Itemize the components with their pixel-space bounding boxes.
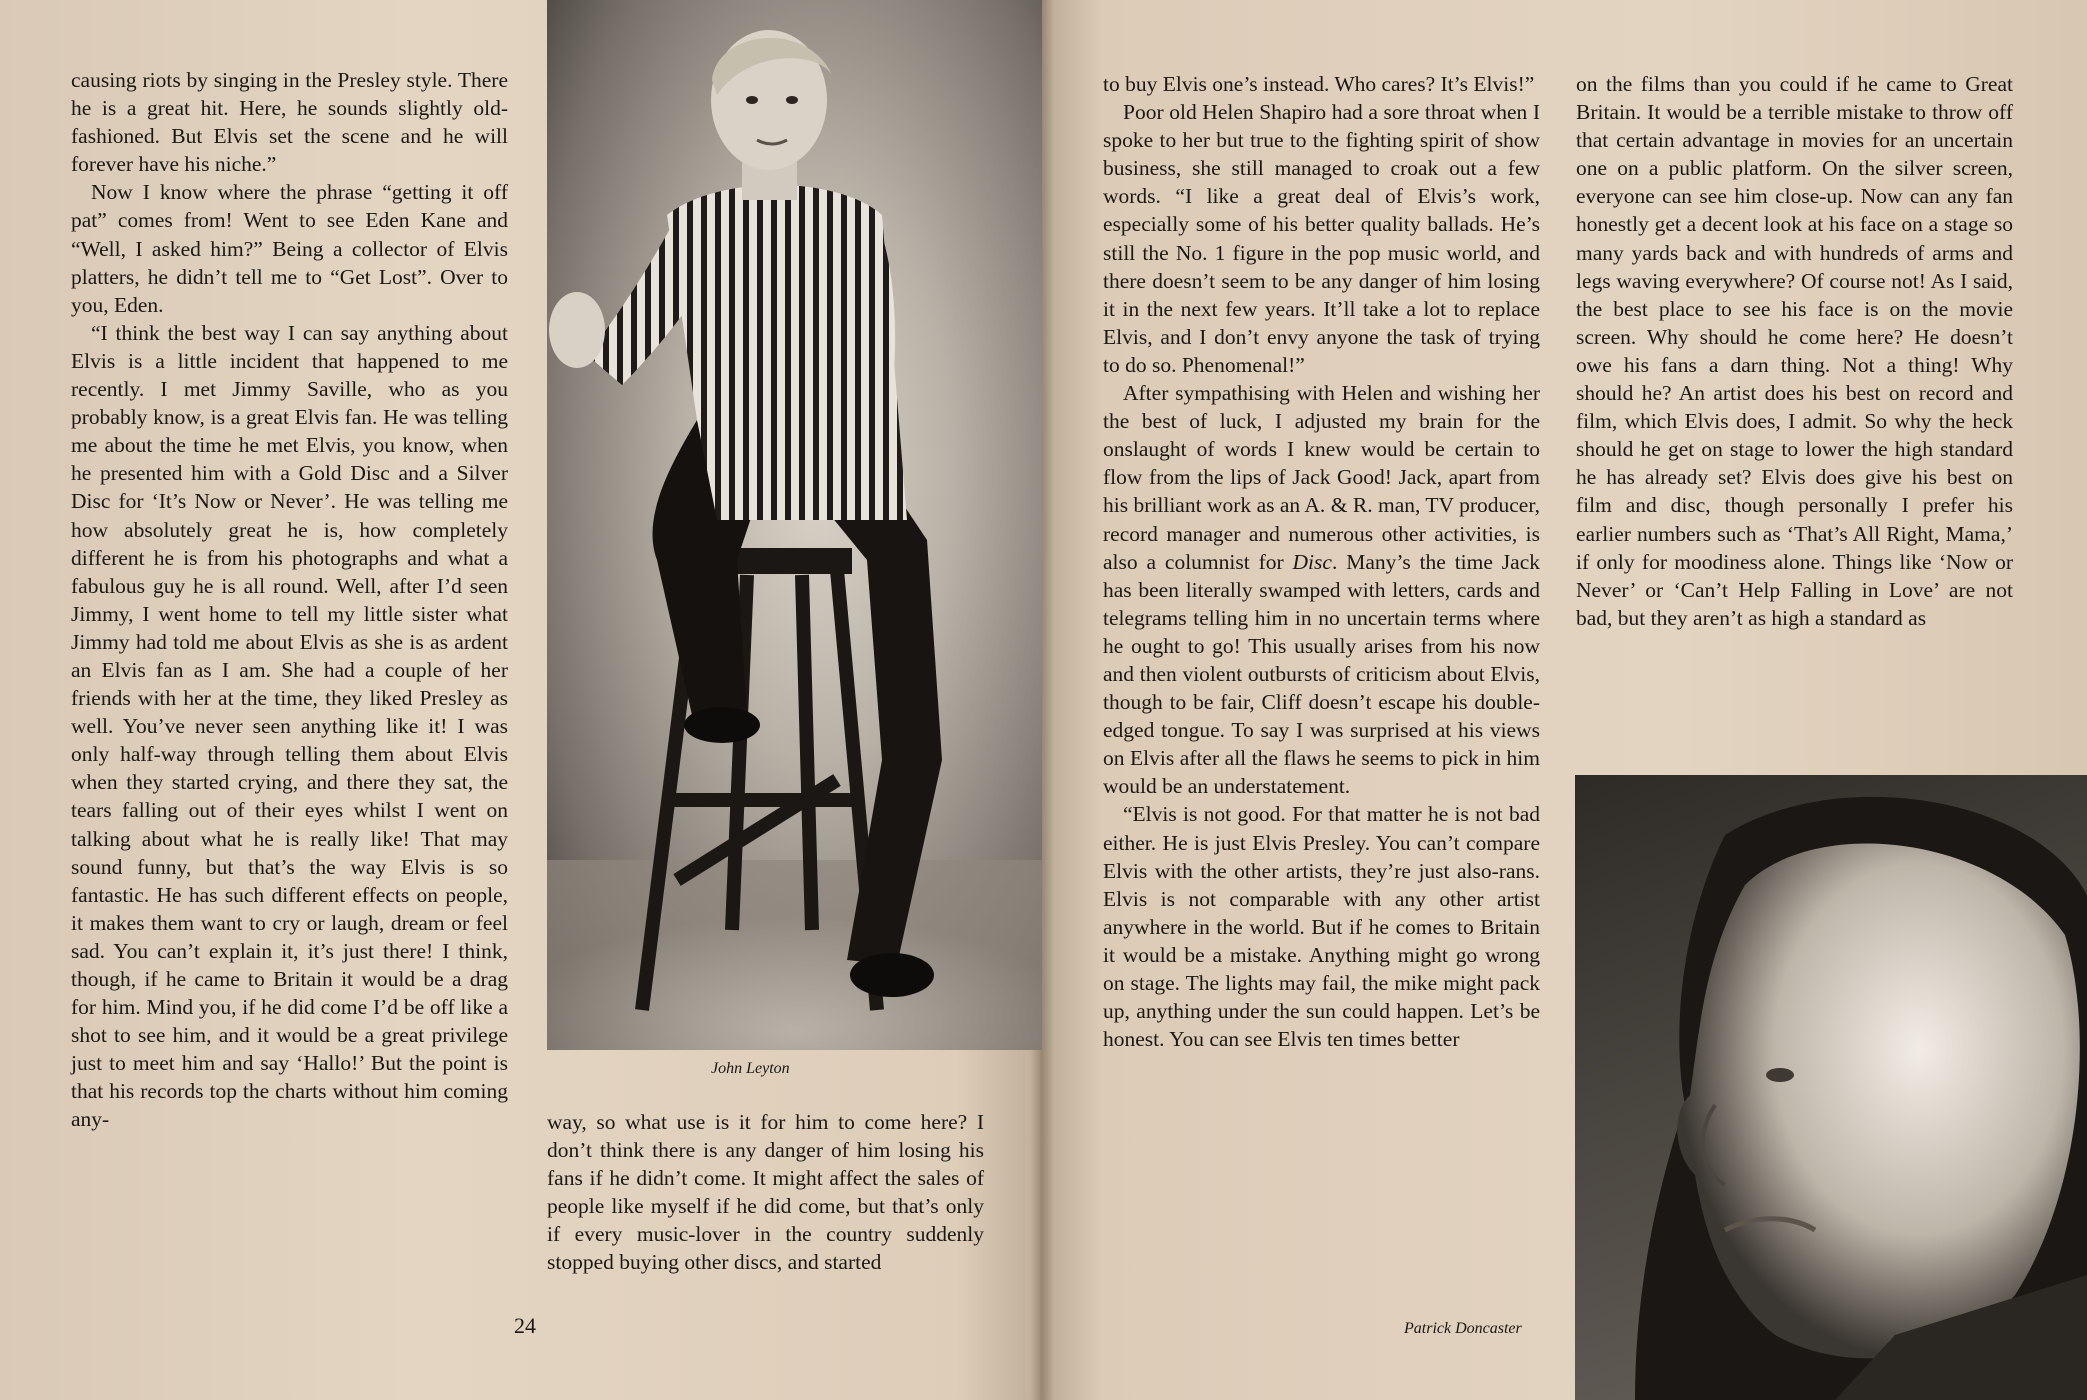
photo-caption-patrick-doncaster: Patrick Doncaster (1404, 1320, 1522, 1337)
photo-patrick-doncaster (1575, 775, 2087, 1400)
paragraph: Poor old Helen Shapiro had a sore throat when I spoke to her but true to the fighting spirit of show business, she still managed to croak out a few words. “I like a great deal of Elvis’s work, especially some of his better quality ballads. He’s still the No. 1 figure in the pop music world, and there doesn’t seem to be any danger of him losing it in the next few years. It’ll take a lot to replace Elvis, and I don’t envy anyone the task of trying to do so. Phenomenal!” (1103, 100, 1540, 377)
right-column-2 (1576, 70, 2013, 632)
paragraph (1103, 379, 1540, 800)
right-column-1 (1103, 70, 1540, 1053)
portrait-illustration (1575, 775, 2087, 1400)
paragraph: causing riots by singing in the Presley style. There he is a great hit. Here, he sounds slightly old-fashioned. But Elvis set the scene and he will forever have his niche.” (71, 68, 508, 177)
publication-title: Disc (1292, 549, 1332, 574)
text-run: . Many’s the time Jack has been literally swamped with letters, cards and telegrams telling him in no uncertain terms where he ought to go! This usually arises from his now and then violent outbursts of criticism about Elvis, though to be fair, Cliff doesn’t escape his double-edged tongue. To say I was surprised at his views on Elvis after all the flaws he seems to pick in him would be an understatement. (1103, 549, 1540, 799)
paragraph: “Elvis is not good. For that matter he is not bad either. He is just Elvis Presley. You can’t compare Elvis with the other artists, they’re just also-rans. Elvis is not comparable with any other artist anywhere in the world. But if he comes to Britain it would be a mistake. Anything might go wrong on stage. The lights may fail, the mike might pack up, anything under the sun could happen. Let’s be honest. You can see Elvis ten times better (1103, 802, 1540, 1052)
paragraph: on the films than you could if he came to Great Britain. It would be a terrible mistake to throw off that certain advantage in movies for an uncertain one on a public platform. On the silver screen, everyone can see him close-up. Now can any fan honestly get a decent look at his face on a stage so many yards back and with hundreds of arms and legs waving everywhere? Of course not! As I said, the best place to see his face is on the movie screen. Why should he come here? He doesn’t owe his fans a darn thing. Not a thing! Why should he? An artist does his best on record and film, which Elvis does, I admit. So why the heck should he get on stage to lower the high standard he has already set? Elvis does give his best on film and disc, though personally I prefer his earlier numbers such as ‘That’s All Right, Mama,’ if only for moodiness alone. Things like ‘Now or Never’ or ‘Can’t Help Falling in Love’ are not bad, but they aren’t as high a standard as (1576, 72, 2013, 630)
paragraph: Now I know where the phrase “getting it off pat” comes from! Went to see Eden Kane and “Well, I asked him?” Being a collector of Elvis platters, he didn’t tell me to “Get Lost”. Over to you, Eden. (71, 180, 508, 317)
photo-john-leyton (547, 0, 1042, 1050)
photo-caption-john-leyton: John Leyton (711, 1060, 790, 1077)
paragraph: to buy Elvis one’s instead. Who cares? It’s Elvis!” (1103, 72, 1535, 96)
text-run: After sympathising with Helen and wishing her the best of luck, I adjusted my brain for the onslaught of words I knew would be certain to flow from the lips of Jack Good! Jack, apart from his brilliant work as an A. & R. man, TV producer, record manager and numerous other activities, is also a columnist for (1103, 381, 1540, 574)
portrait-illustration (547, 0, 1042, 1050)
left-column-1 (71, 66, 508, 1134)
left-column-2 (547, 1108, 984, 1277)
page-number: 24 (514, 1313, 536, 1338)
paragraph: way, so what use is it for him to come here? I don’t think there is any danger of him losing his fans if he didn’t come. It might affect the sales of people like myself if he did come, but that’s only if every music-lover in the country suddenly stopped buying other discs, and started (547, 1110, 984, 1275)
paragraph: “I think the best way I can say anything about Elvis is a little incident that happened to me recently. I met Jimmy Saville, who as you probably know, is a great Elvis fan. He was telling me about the time he met Elvis, you know, when he presented him with a Gold Disc and a Silver Disc for ‘It’s Now or Never’. He was telling me how absolutely great he is, how completely different he is from his photographs and what a fabulous guy he is all round. Well, after I’d seen Jimmy, I went home to tell my little sister what Jimmy had told me about Elvis as she is as ardent an Elvis fan as I am. She had a couple of her friends with her at the time, they liked Presley as well. You’ve never seen anything like it! I was only half-way through telling them about Elvis when they started crying, and there they sat, the tears falling out of their eyes whilst I went on talking about what he is really like! That may sound funny, but that’s the way Elvis is so fantastic. He has such different effects on people, it makes them want to cry or laugh, dream or feel sad. You can’t explain it, it’s just there! I think, though, if he came to Britain it would be a drag for him. Mind you, if he did come I’d be off like a shot to see him, and it would be a great privilege just to meet him and say ‘Hallo!’ But the point is that his records top the charts without him coming any- (71, 320, 508, 1132)
